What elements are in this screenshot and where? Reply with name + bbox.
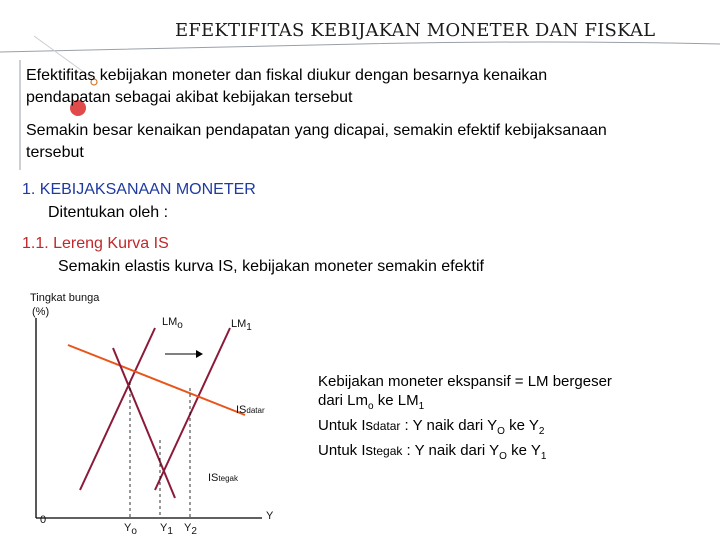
- paragraph-1-line-1: Efektifitas kebijakan moneter dan fiskal diukur dengan besarnya kenaikan: [26, 67, 548, 84]
- lm0-curve: [80, 328, 155, 490]
- section-heading-monetary: 1. KEBIJAKSANAAN MONETER: [22, 181, 256, 198]
- subsection-text: Semakin elastis kurva IS, kebijakan moneter semakin efektif: [58, 258, 484, 275]
- slide-title: EFEKTIFITAS KEBIJAKAN MONETER DAN FISKAL: [175, 20, 656, 41]
- y-axis-label-line-1: Tingkat bunga: [30, 292, 100, 304]
- paragraph-1-line-2: pendapatan sebagai akibat kebijakan tersebut: [26, 89, 353, 106]
- is-datar-label: ISdatar: [236, 404, 265, 416]
- is-tegak-label: IStegak: [208, 472, 238, 484]
- is-tegak-curve: [113, 348, 175, 498]
- lm1-curve: [155, 328, 230, 490]
- explanation-block: [318, 372, 612, 466]
- y1-label: $Y_1$: [160, 522, 173, 538]
- explanation-line-2: dari $Lm_o$ ke $LM_1$: [318, 392, 425, 412]
- section-subheading: Ditentukan oleh :: [48, 204, 169, 221]
- paragraph-2-line-1: Semakin besar kenaikan pendapatan yang dicapai, semakin efektif kebijaksanaan: [26, 122, 607, 139]
- shift-arrow-head: [196, 350, 203, 358]
- explanation-line-1: Kebijakan moneter ekspansif = LM bergeser: [318, 373, 612, 390]
- is-datar-curve: [68, 345, 245, 415]
- lm0-label: $LM_o$: [162, 316, 183, 332]
- y2-label: $Y_2$: [184, 522, 197, 538]
- origin-label: 0: [40, 514, 47, 526]
- y0-label: $Y_o$: [124, 522, 137, 538]
- explanation-line-3: Untuk Isdatar : Y naik dari $Y_O$ ke $Y_2$: [318, 417, 545, 437]
- x-axis-label: Y: [266, 510, 274, 522]
- subsection-heading-is-slope: 1.1. Lereng Kurva IS: [22, 235, 169, 252]
- paragraph-2-line-2: tersebut: [26, 144, 84, 161]
- lm1-label: $LM_1$: [231, 318, 252, 334]
- explanation-line-4: Untuk Istegak : Y naik dari $Y_O$ ke $Y_1$: [318, 442, 547, 462]
- y-axis-label-line-2: (%): [32, 306, 50, 318]
